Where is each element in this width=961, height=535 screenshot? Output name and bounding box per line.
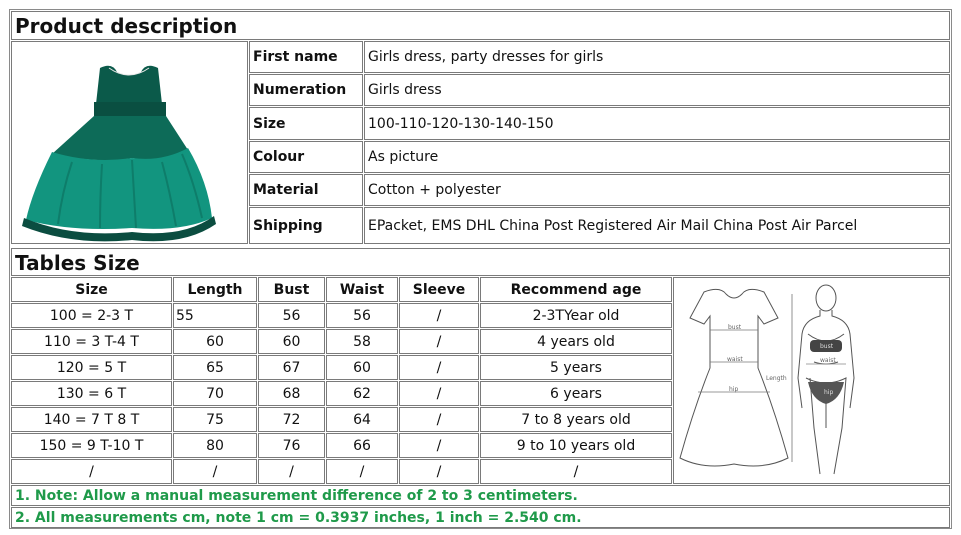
diagram-label-bust: bust xyxy=(728,324,742,331)
dress-waistband xyxy=(94,102,166,116)
spec-value-first-name: Girls dress, party dresses for girls xyxy=(364,41,950,73)
table-cell-sleeve: / xyxy=(399,459,479,484)
diagram-label-waist: waist xyxy=(727,356,743,363)
table-cell-sleeve: / xyxy=(399,303,479,328)
table-cell-size: 130 = 6 T xyxy=(11,381,172,406)
table-cell-bust: 60 xyxy=(258,329,325,354)
diagram-label-length: Length xyxy=(766,375,787,382)
table-cell-length: 70 xyxy=(173,381,257,406)
table-cell-bust: 56 xyxy=(258,303,325,328)
spec-value-shipping: EPacket, EMS DHL China Post Registered Air Mail China Post Air Parcel xyxy=(364,207,950,244)
col-header-sleeve: Sleeve xyxy=(399,277,479,302)
table-cell-waist: 60 xyxy=(326,355,398,380)
table-cell-sleeve: / xyxy=(399,329,479,354)
table-cell-length: 80 xyxy=(173,433,257,458)
table-cell-length: 75 xyxy=(173,407,257,432)
spec-label-size: Size xyxy=(249,107,363,140)
table-cell-age: 2-3TYear old xyxy=(480,303,672,328)
table-cell-age: 9 to 10 years old xyxy=(480,433,672,458)
spec-value-material: Cotton + polyester xyxy=(364,174,950,206)
table-cell-bust: 67 xyxy=(258,355,325,380)
table-cell-bust: 76 xyxy=(258,433,325,458)
figure-label-waist: waist xyxy=(820,357,836,364)
spec-label-shipping: Shipping xyxy=(249,207,363,244)
table-cell-bust: 72 xyxy=(258,407,325,432)
body-figure xyxy=(798,285,854,474)
table-cell-length: 65 xyxy=(173,355,257,380)
table-cell-age: / xyxy=(480,459,672,484)
spec-label-numeration: Numeration xyxy=(249,74,363,106)
table-cell-length: 55 xyxy=(173,303,257,328)
table-cell-size: 110 = 3 T-4 T xyxy=(11,329,172,354)
dress-image xyxy=(12,42,247,243)
spec-label-material: Material xyxy=(249,174,363,206)
table-cell-bust: 68 xyxy=(258,381,325,406)
col-header-size: Size xyxy=(11,277,172,302)
table-cell-sleeve: / xyxy=(399,433,479,458)
figure-label-bust: bust xyxy=(820,343,834,350)
spec-value-colour: As picture xyxy=(364,141,950,173)
table-cell-size: 140 = 7 T 8 T xyxy=(11,407,172,432)
table-cell-length: 60 xyxy=(173,329,257,354)
dress-peplum xyxy=(52,116,188,160)
note-unit-conversion: 2. All measurements cm, note 1 cm = 0.3937 inches, 1 inch = 2.540 cm. xyxy=(11,507,950,528)
col-header-recommend-age: Recommend age xyxy=(480,277,672,302)
table-cell-sleeve: / xyxy=(399,355,479,380)
table-cell-size: 150 = 9 T-10 T xyxy=(11,433,172,458)
table-cell-waist: / xyxy=(326,459,398,484)
table-cell-waist: 64 xyxy=(326,407,398,432)
table-cell-age: 4 years old xyxy=(480,329,672,354)
product-image-cell xyxy=(11,41,248,244)
table-cell-size: 100 = 2-3 T xyxy=(11,303,172,328)
table-cell-waist: 62 xyxy=(326,381,398,406)
table-cell-waist: 56 xyxy=(326,303,398,328)
spec-label-colour: Colour xyxy=(249,141,363,173)
tables-size-title: Tables Size xyxy=(11,248,950,276)
table-cell-waist: 66 xyxy=(326,433,398,458)
spec-label-first-name: First name xyxy=(249,41,363,73)
col-header-bust: Bust xyxy=(258,277,325,302)
table-cell-waist: 58 xyxy=(326,329,398,354)
table-cell-age: 5 years xyxy=(480,355,672,380)
table-cell-sleeve: / xyxy=(399,407,479,432)
spec-value-size: 100-110-120-130-140-150 xyxy=(364,107,950,140)
measurement-diagram-cell xyxy=(673,277,950,484)
measurement-diagram xyxy=(674,278,949,483)
note-measurement-difference: 1. Note: Allow a manual measurement difference of 2 to 3 centimeters. xyxy=(11,485,950,506)
dress-bodice xyxy=(96,66,162,104)
table-cell-bust: / xyxy=(258,459,325,484)
table-cell-age: 7 to 8 years old xyxy=(480,407,672,432)
table-cell-age: 6 years xyxy=(480,381,672,406)
col-header-waist: Waist xyxy=(326,277,398,302)
table-cell-sleeve: / xyxy=(399,381,479,406)
col-header-length: Length xyxy=(173,277,257,302)
product-description-title: Product description xyxy=(11,11,950,40)
table-cell-length: / xyxy=(173,459,257,484)
diagram-label-hip: hip xyxy=(729,386,739,393)
figure-label-hip: hip xyxy=(824,389,834,396)
spec-value-numeration: Girls dress xyxy=(364,74,950,106)
table-cell-size: 120 = 5 T xyxy=(11,355,172,380)
table-cell-size: / xyxy=(11,459,172,484)
